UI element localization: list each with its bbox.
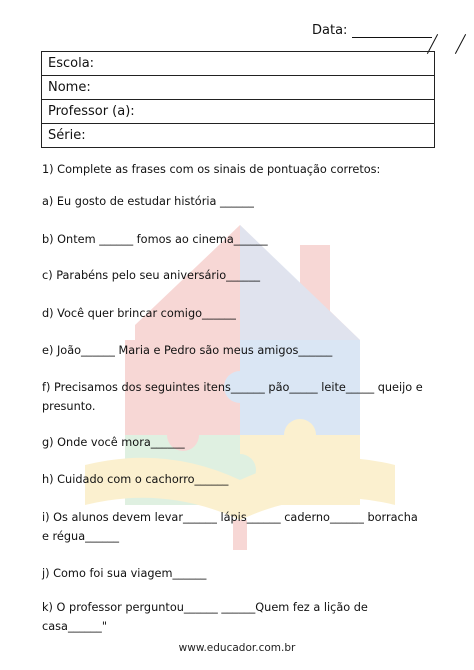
question-h: h) Cuidado com o cachorro______ [42, 473, 229, 486]
question-b: b) Ontem ______ fomos ao cinema______ [42, 233, 268, 246]
question-j: j) Como foi sua viagem______ [42, 567, 207, 580]
name-field[interactable]: Nome: [42, 76, 434, 100]
question-k: k) O professor perguntou______ ______Quem fez a lição de casa______" [42, 601, 372, 633]
date-underline [352, 37, 432, 38]
date-label: Data: [312, 23, 348, 38]
school-field[interactable]: Escola: [42, 52, 434, 76]
grade-field[interactable]: Série: [48, 128, 86, 143]
question-f: f) Precisamos dos seguintes itens______ pão_____ leite_____ queijo e presunto. [42, 381, 427, 413]
question-g: g) Onde você mora______ [42, 436, 185, 449]
date-field[interactable] [300, 22, 440, 42]
question-c: c) Parabéns pelo seu aniversário______ [42, 269, 261, 282]
question-i: i) Os alunos devem levar______ lápis______ caderno______ borracha e régua______ [42, 511, 422, 543]
student-info-box [41, 51, 435, 148]
question-d: d) Você quer brincar comigo______ [42, 307, 236, 320]
footer-website: www.educador.com.br [178, 642, 296, 654]
question-e: e) João______ Maria e Pedro são meus amigos______ [42, 344, 333, 357]
question-a: a) Eu gosto de estudar história ______ [42, 195, 254, 208]
teacher-field[interactable]: Professor (a): [42, 100, 434, 124]
date-slash [455, 34, 466, 54]
exercise-instruction: 1) Complete as frases com os sinais de pontuação corretos: [42, 163, 381, 176]
